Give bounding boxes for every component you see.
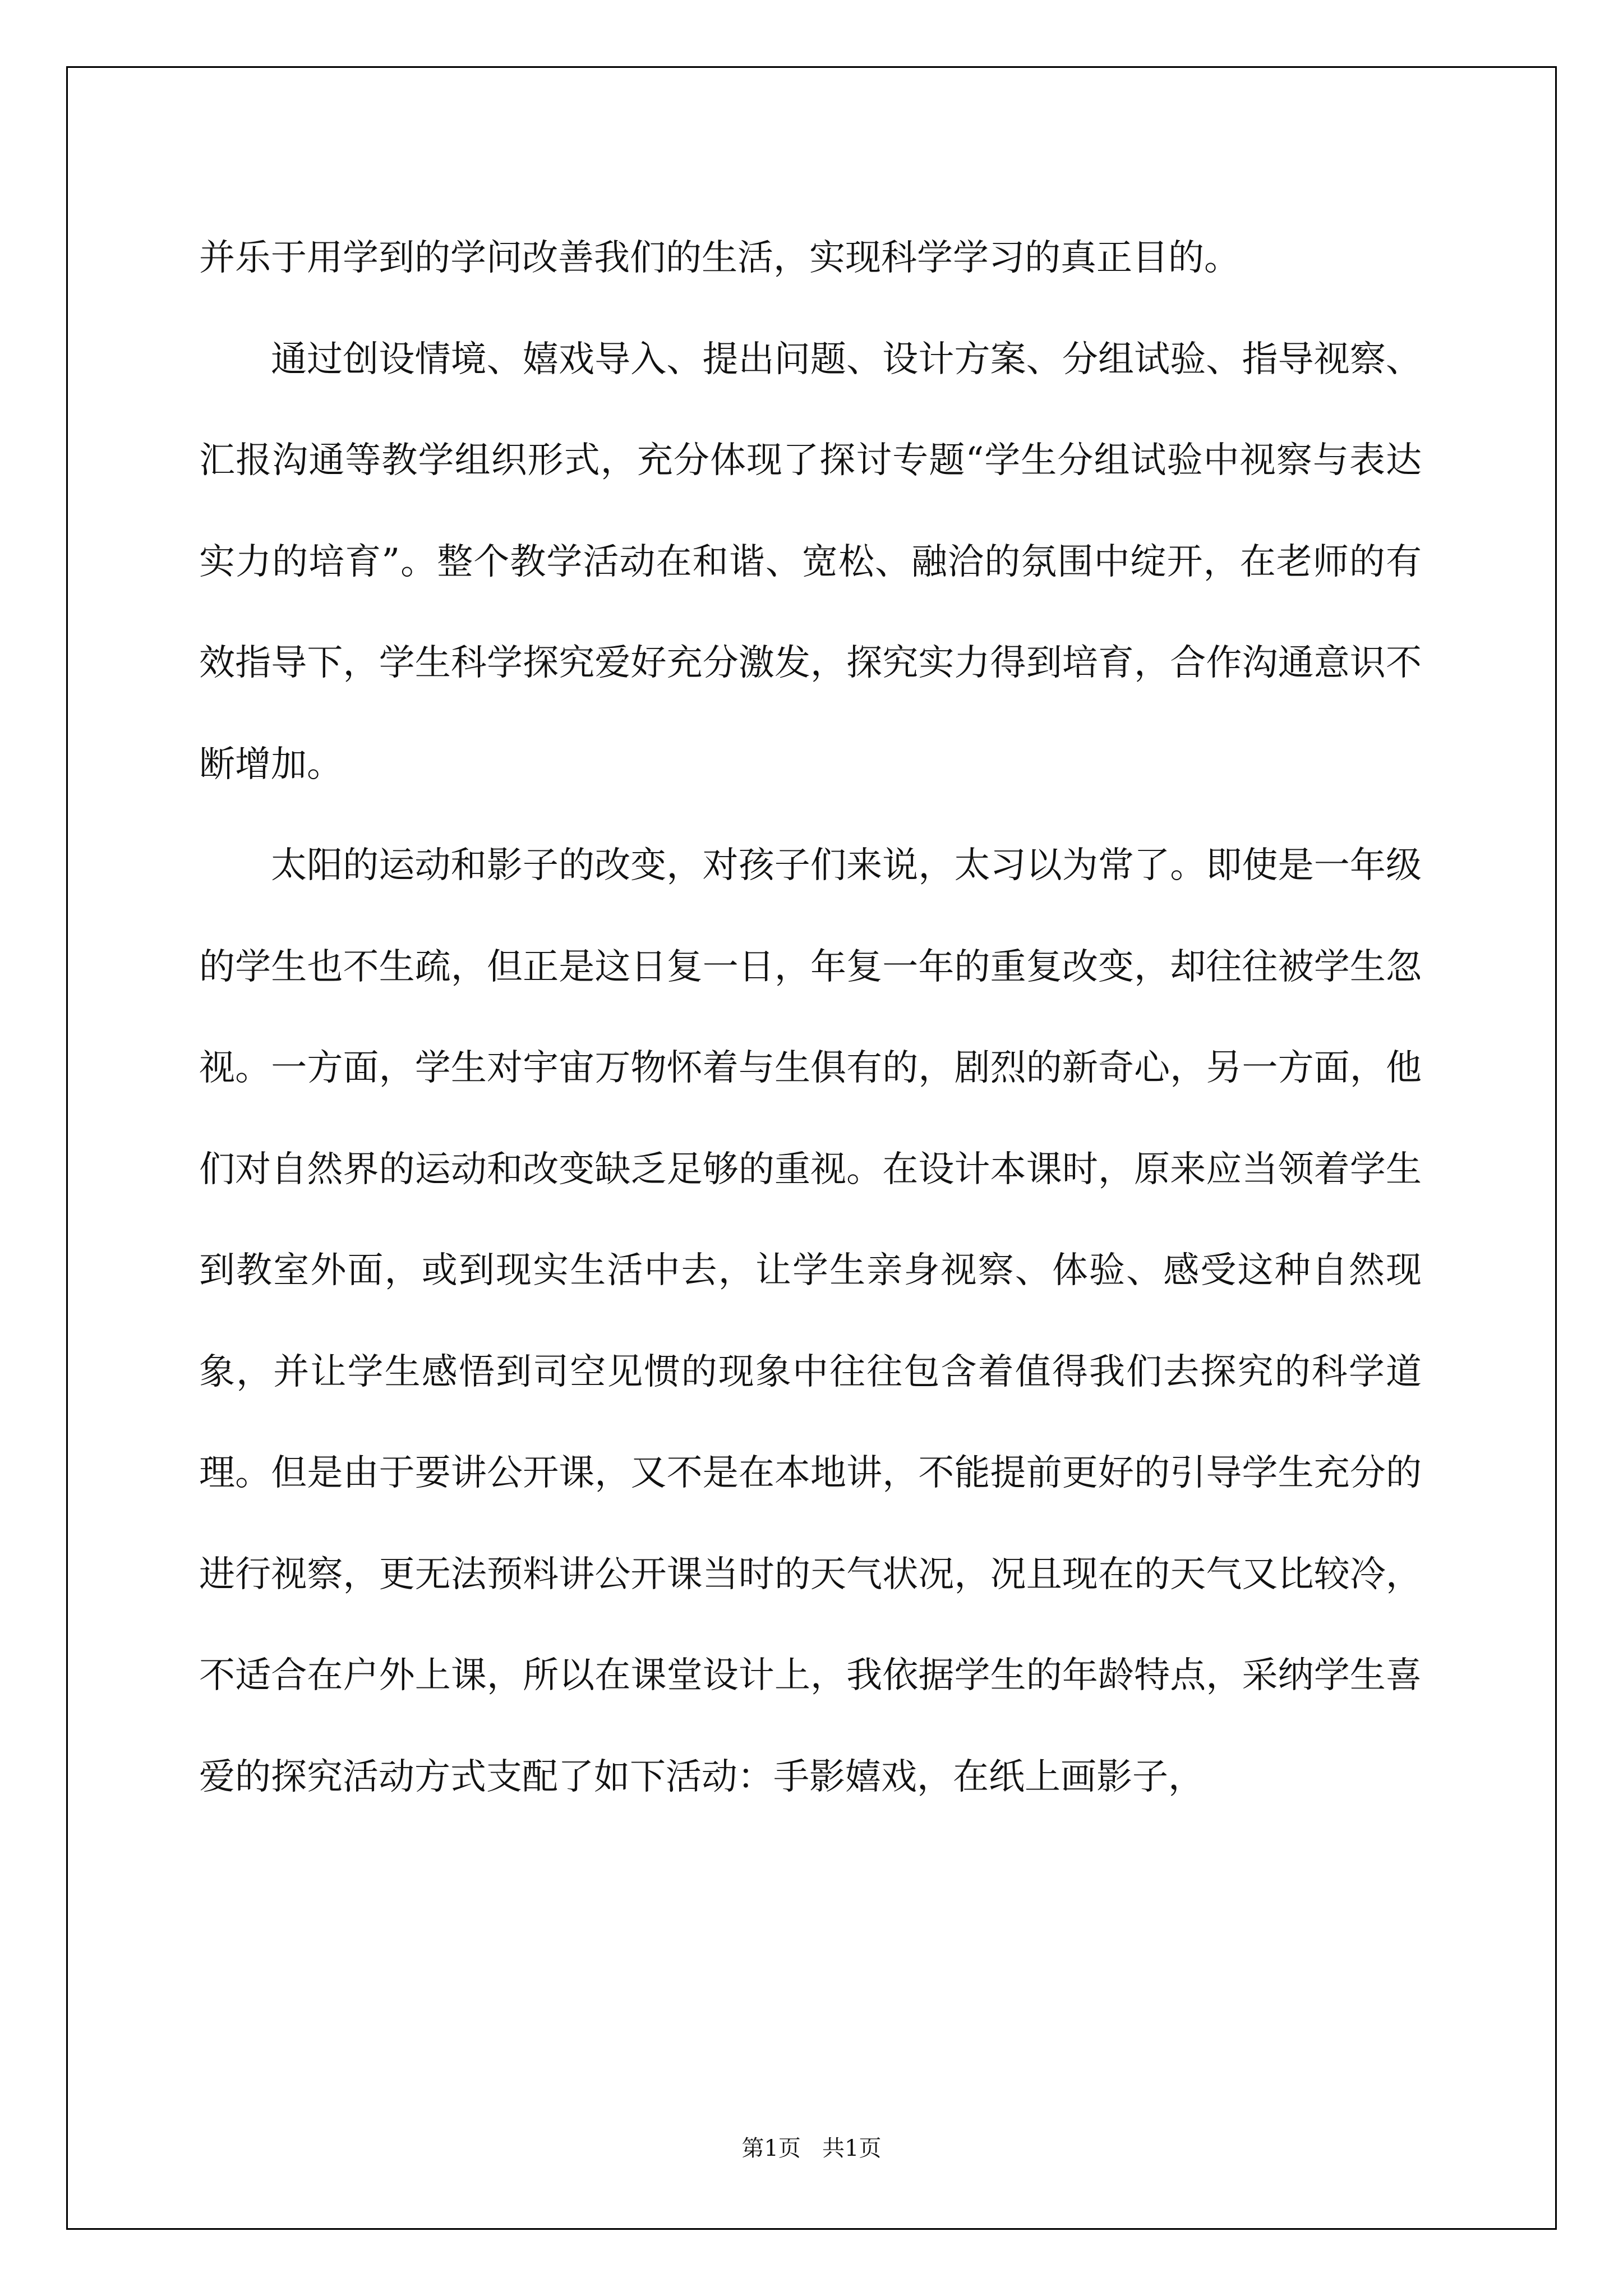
page-number-footer: 第1页 共1页 [741,2136,882,2161]
document-body [199,208,1422,1828]
paragraph-3: 太阳的运动和影子的改变，对孩子们来说，太习以为常了。即使是一年级的学生也不生疏，但正是这日复一日，年复一年的重复改变，却往往被学生忽视。一方面，学生对宇宙万物怀着与生俱有的，剧烈的新奇心，另一方面，他们对自然界的运动和改变缺乏足够的重视。在设计本课时，原来应当领着学生到教室外面，或到现实生活中去，让学生亲身视察、体验、感受这种自然现象，并让学生感悟到司空见惯的现象中往往包含着值得我们去探究的科学道理。但是由于要讲公开课，又不是在本地讲，不能提前更好的引导学生充分的进行视察，更无法预料讲公开课当时的天气状况，况且现在的天气又比较冷，不适合在户外上课，所以在课堂设计上，我依据学生的年龄特点，采纳学生喜爱的探究活动方式支配了如下活动：手影嬉戏，在纸上画影子， [199,845,1422,1798]
paragraph-2: 通过创设情境、嬉戏导入、提出问题、设计方案、分组试验、指导视察、汇报沟通等教学组织形式，充分体现了探讨专题“学生分组试验中视察与表达实力的培育”。整个教学活动在和谐、宽松、融洽的氛围中绽开，在老师的有效指导下，学生科学探究爱好充分激发，探究实力得到培育，合作沟通意识不断增加。 [199,338,1422,785]
paragraph-1: 并乐于用学到的学问改善我们的生活，实现科学学习的真正目的。 [199,237,1240,279]
